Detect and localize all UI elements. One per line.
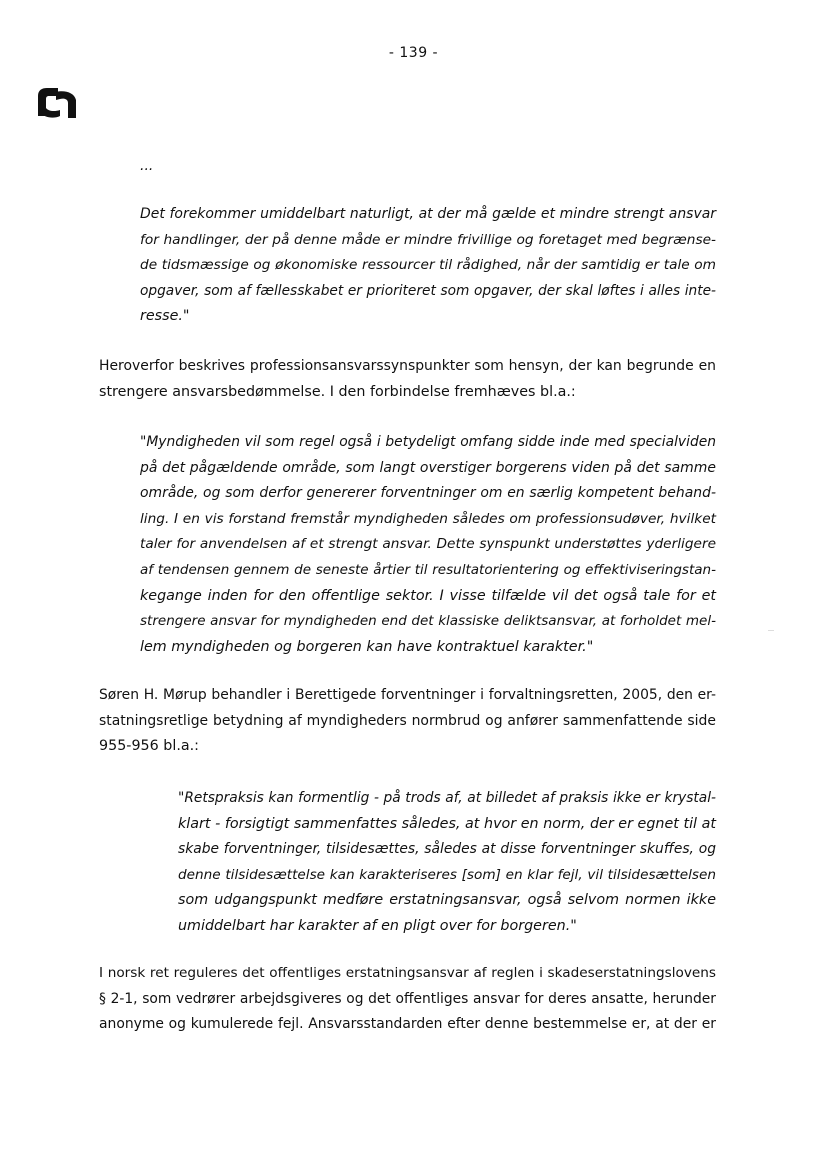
ellipsis-marker: ... xyxy=(140,158,154,174)
para1-line: Heroverfor beskrives professionsansvarssynspunkter som hensyn, der kan begrunde en xyxy=(99,358,716,374)
quote2-line: kegange inden for den offentlige sektor. I visse tilfælde vil det også tale for et xyxy=(140,587,716,604)
quote2-line: område, og som derfor genererer forventninger om en særlig kompetent behand- xyxy=(140,485,716,502)
quote1-line: de tidsmæssige og økonomiske ressourcer til rådighed, når der samtidig er tale om xyxy=(140,257,716,274)
quote2-line: "Myndigheden vil som regel også i betydeligt omfang sidde inde med specialviden xyxy=(140,434,716,450)
quote3-line: klart - forsigtigt sammenfattes således, at hvor en norm, der er egnet til at xyxy=(178,815,716,832)
quote-block-2 xyxy=(140,430,716,660)
paragraph-1 xyxy=(99,354,716,405)
quote3-line: "Retspraksis kan formentlig - på trods af, at billedet af praksis ikke er krystal- xyxy=(178,790,716,806)
scan-mark xyxy=(768,630,774,631)
paragraph-2 xyxy=(99,683,716,760)
para3-line: I norsk ret reguleres det offentliges erstatningsansvar af reglen i skadeserstatningslovens xyxy=(99,965,716,981)
quote2-line: taler for anvendelsen af et strengt ansvar. Dette synspunkt understøttes yderligere xyxy=(140,536,716,553)
quote2-line: strengere ansvar for myndigheden end det klassiske deliktsansvar, at forholdet mel- xyxy=(140,613,716,630)
quote1-line: opgaver, som af fællesskabet er prioriteret som opgaver, der skal løftes i alles inte- xyxy=(140,282,716,299)
quote2-line: på det pågældende område, som langt overstiger borgerens viden på det samme xyxy=(140,459,716,476)
quote2-line: ling. I en vis forstand fremstår myndigheden således om professionsudøver, hvilket xyxy=(140,510,716,527)
quote3-line: denne tilsidesættelse kan karakteriseres [som] en klar fejl, vil tilsidesættelsen xyxy=(178,866,716,883)
quote3-line: som udgangspunkt medføre erstatningsansvar, også selvom normen ikke xyxy=(178,892,716,909)
paragraph-3 xyxy=(99,961,716,1038)
quote2-line: lem myndigheden og borgeren kan have kontraktuel karakter." xyxy=(140,638,594,655)
quote3-line: umiddelbart har karakter af en pligt over for borgeren." xyxy=(178,917,577,934)
para2-line: Søren H. Mørup behandler i Berettigede forventninger i forvaltningsretten, 2005, den er- xyxy=(99,687,716,703)
para2-line: statningsretlige betydning af myndigheders normbrud og anfører sammenfattende side xyxy=(99,712,716,729)
para3-line: anonyme og kumulerede fejl. Ansvarsstandarden efter denne bestemmelse er, at der er xyxy=(99,1016,716,1033)
quote2-line: af tendensen gennem de seneste årtier til resultatorientering og effektiviseringstan- xyxy=(140,561,716,578)
quote1-line: for handlinger, der på denne måde er mindre frivillige og foretaget med begrænse- xyxy=(140,231,716,248)
para1-line: strengere ansvarsbedømmelse. I den forbindelse fremhæves bl.a.: xyxy=(99,383,576,400)
quote-block-3 xyxy=(178,786,716,940)
quote3-line: skabe forventninger, tilsidesættes, således at disse forventninger skuffes, og xyxy=(178,841,716,858)
page-number: - 139 - xyxy=(388,45,439,61)
para2-line: 955-956 bl.a.: xyxy=(99,738,199,755)
logo-icon xyxy=(36,86,78,120)
quote1-line: Det forekommer umiddelbart naturligt, at der må gælde et mindre strengt ansvar xyxy=(140,206,716,222)
quote-block-1 xyxy=(140,202,716,330)
para3-line: § 2-1, som vedrører arbejdsgiveres og det offentliges ansvar for deres ansatte, herunder xyxy=(99,990,716,1007)
quote1-line: resse." xyxy=(140,308,190,325)
